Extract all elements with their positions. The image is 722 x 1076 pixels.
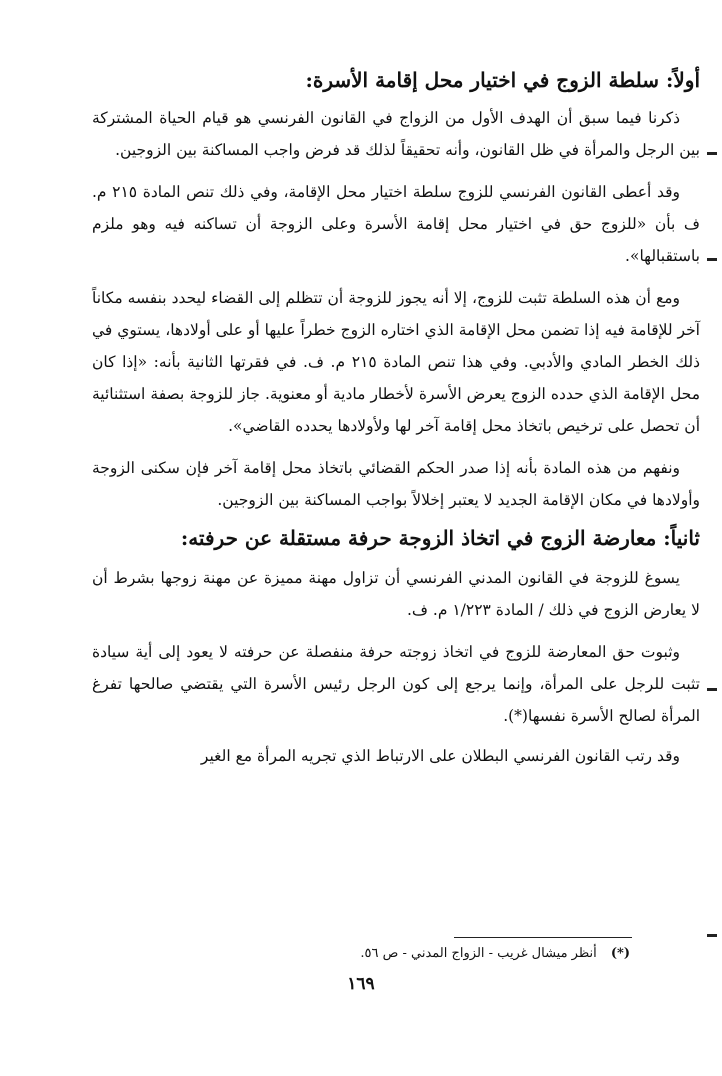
footnote-mark: (*) (610, 946, 630, 961)
footnote (360, 946, 630, 961)
paragraph: ذكرنا فيما سبق أن الهدف الأول من الزواج في القانون الفرنسي هو قيام الحياة المشتركة بين الرجل والمرأة في ظل القانون، وأنه تحقيقاً لذلك قد فرض واجب المساكنة بين الزوجين. (92, 109, 700, 159)
page-number: ١٦٩ (347, 974, 375, 994)
paragraph: ومع أن هذه السلطة تثبت للزوج، إلا أنه يجوز للزوجة أن تتظلم إلى القضاء ليحدد بنفسه مكاناً آخر للإقامة فيه إذا تضمن محل الإقامة الذي اختاره الزوج خطراً عليها أو على أولادها، يستوي في ذلك الخطر المادي والأدبي. وفي هذا تنص المادة ٢١٥ م. ف. في فقرتها الثانية بأنه: «إذا كان محل الإقامة الذي حدده الزوج يعرض الأسرة لأخطار مادية أو معنوية. جاز للزوجة بصفة استثنائية أن تحصل على ترخيص باتخاذ محل إقامة آخر لها ولأولادها يحدده القاضي». (92, 289, 701, 435)
footnote-divider (454, 937, 632, 938)
paragraph: وثبوت حق المعارضة للزوج في اتخاذ زوجته حرفة منفصلة عن حرفته لا يعود إلى أية سيادة تثبت للرجل على المرأة، وإنما يرجع إلى كون الرجل رئيس الأسرة التي يقتضي صالحها تفرغ المرأة لصالح الأسرة نفسها(*). (92, 643, 700, 725)
paragraph: وقد رتب القانون الفرنسي البطلان على الارتباط الذي تجريه المرأة مع الغير (200, 747, 680, 765)
margin-mark (707, 688, 717, 691)
section-heading-first: أولاً: سلطة الزوج في اختيار محل إقامة الأسرة: (305, 68, 700, 92)
paragraph: يسوغ للزوجة في القانون المدني الفرنسي أن تزاول مهنة مميزة عن مهنة زوجها بشرط أن لا يعارض الزوج في ذلك / المادة ١/٢٢٣ م. ف. (92, 569, 700, 619)
margin-mark (707, 152, 717, 155)
paragraph: ونفهم من هذه المادة بأنه إذا صدر الحكم القضائي باتخاذ محل إقامة آخر فإن سكنى الزوجة وأولادها في مكان الإقامة الجديد لا يعتبر إخلالاً بواجب المساكنة بين الزوجين. (92, 459, 700, 509)
paragraph: وقد أعطى القانون الفرنسي للزوج سلطة اختيار محل الإقامة، وفي ذلك تنص المادة ٢١٥ م. ف بأن «للزوج حق في اختيار محل إقامة الأسرة وعلى الزوجة أن تساكنه فيه وهو ملزم باستقبالها». (92, 183, 700, 265)
section-heading-second: ثانياً: معارضة الزوج في اتخاذ الزوجة حرفة مستقلة عن حرفته: (180, 526, 700, 550)
margin-mark (707, 258, 717, 261)
footnote-text: أنظر ميشال غريب - الزواج المدني - ص ٥٦. (360, 946, 597, 961)
page-body (92, 62, 700, 772)
margin-mark (707, 934, 717, 937)
